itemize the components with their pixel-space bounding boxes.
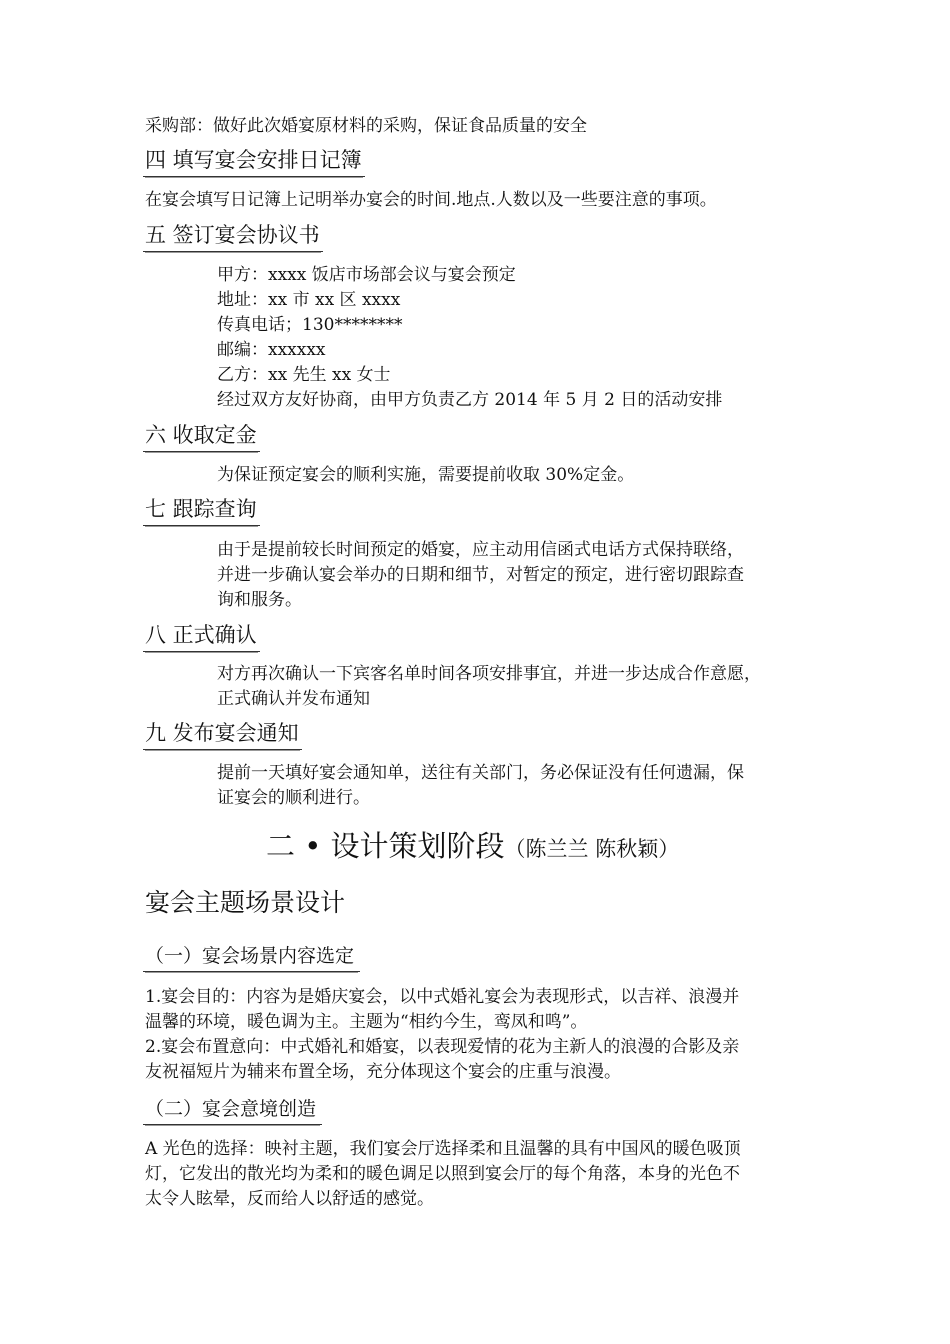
agreement-line: 邮编：xxxxxx	[217, 340, 326, 360]
paragraph-4: 在宴会填写日记簿上记明举办宴会的时间.地点.人数以及一些要注意的事项。	[145, 190, 717, 210]
purchase-dept-line: 采购部：做好此次婚宴原材料的采购，保证食品质量的安全	[145, 116, 587, 136]
stage-title-text: 二 • 设计策划阶段	[266, 829, 505, 863]
paragraph-9-line: 提前一天填好宴会通知单，送往有关部门，务必保证没有任何遗漏，保	[217, 763, 744, 783]
agreement-line: 传真电话；130********	[217, 315, 403, 335]
paragraph-9-line: 证宴会的顺利进行。	[217, 788, 370, 808]
sub1-line: 友祝福短片为辅来布置全场，充分体现这个宴会的庄重与浪漫。	[145, 1062, 621, 1082]
subheading-2: （二）宴会意境创造	[143, 1095, 322, 1125]
paragraph-7-line: 并进一步确认宴会举办的日期和细节，对暂定的预定，进行密切跟踪查	[217, 565, 744, 585]
sub1-line: 温馨的环境，暖色调为主。主题为“相约今生，鸾凤和鸣”。	[145, 1012, 588, 1032]
sub1-line: 2.宴会布置意向：中式婚礼和婚宴，以表现爱情的花为主新人的浪漫的合影及亲	[145, 1037, 740, 1057]
agreement-line: 经过双方友好协商，由甲方负责乙方 2014 年 5 月 2 日的活动安排	[217, 390, 723, 410]
agreement-line: 乙方：xx 先生 xx 女士	[217, 365, 391, 385]
heading-6: 六 收取定金	[143, 420, 260, 452]
stage-title	[266, 826, 679, 869]
heading-9: 九 发布宴会通知	[143, 718, 302, 750]
heading-7: 七 跟踪查询	[143, 494, 260, 526]
agreement-line: 甲方：xxxx 饭店市场部会议与宴会预定	[217, 265, 516, 285]
sub2-line: 太令人眩晕，反而给人以舒适的感觉。	[145, 1189, 434, 1209]
heading-8: 八 正式确认	[143, 620, 260, 652]
stage-names: （陈兰兰 陈秋颖）	[504, 837, 680, 861]
sub2-line: A 光色的选择：映衬主题，我们宴会厅选择柔和且温馨的具有中国风的暖色吸顶	[145, 1139, 741, 1159]
sub1-line: 1.宴会目的：内容为是婚庆宴会，以中式婚礼宴会为表现形式，以吉祥、浪漫并	[145, 987, 740, 1007]
heading-4: 四 填写宴会安排日记簿	[143, 145, 365, 177]
paragraph-6: 为保证预定宴会的顺利实施，需要提前收取 30%定金。	[217, 465, 635, 485]
paragraph-8-line: 对方再次确认一下宾客名单时间各项安排事宜，并进一步达成合作意愿，	[217, 664, 761, 684]
paragraph-8-line: 正式确认并发布通知	[217, 689, 370, 709]
paragraph-7-line: 询和服务。	[217, 590, 302, 610]
sub2-line: 灯，它发出的散光均为柔和的暖色调足以照到宴会厅的每个角落，本身的光色不	[145, 1164, 740, 1184]
section-title: 宴会主题场景设计	[145, 888, 346, 917]
heading-5: 五 签订宴会协议书	[143, 220, 323, 252]
subheading-1: （一）宴会场景内容选定	[143, 942, 360, 972]
paragraph-7-line: 由于是提前较长时间预定的婚宴，应主动用信函式电话方式保持联络，	[217, 540, 744, 560]
agreement-line: 地址：xx 市 xx 区 xxxx	[217, 290, 401, 310]
